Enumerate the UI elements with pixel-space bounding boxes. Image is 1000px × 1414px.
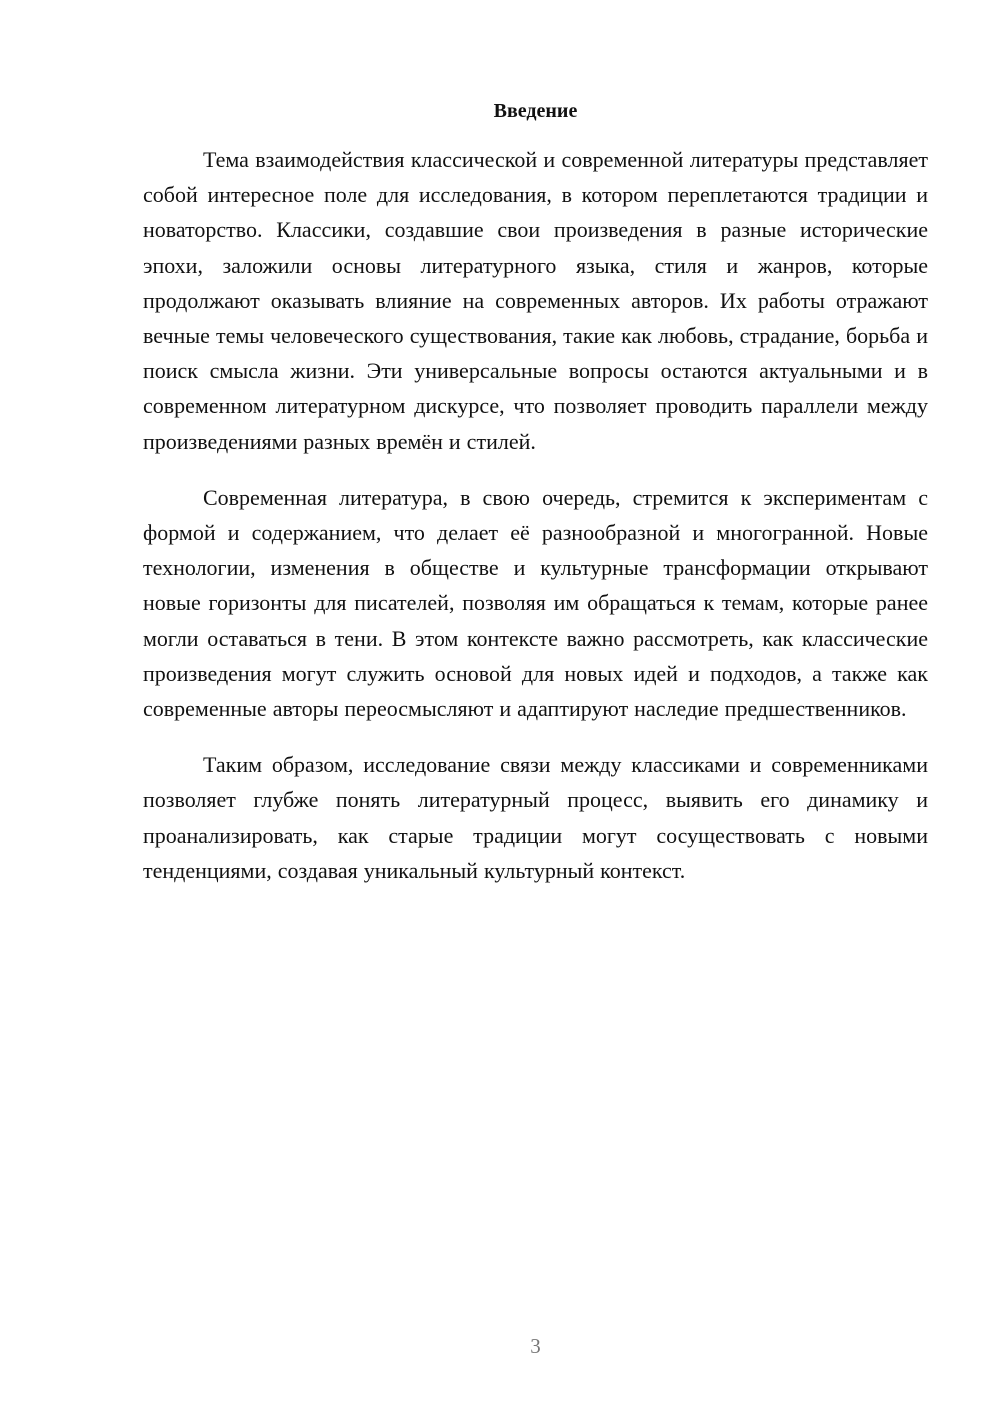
paragraph-3: Таким образом, исследование связи между классиками и современниками позволяет глубже понять литературный процесс, выявить его динамику и проанализировать, как старые традиции могут сосуществовать с новыми тенденциями, создавая уникальный культурный контекст.	[143, 752, 928, 883]
section-title: Введение	[493, 100, 578, 122]
page-number: 3	[530, 1334, 541, 1358]
body-text	[143, 142, 928, 909]
paragraph-2: Современная литература, в свою очередь, стремится к экспериментам с формой и содержанием, что делает её разнообразной и многогранной. Новые технологии, изменения в обществе и культурные трансформации открывают новые горизонты для писателей, позволяя им обращаться к темам, которые ранее могли оставаться в тени. В этом контексте важно рассмотреть, как классические произведения могут служить основой для новых идей и подходов, а также как современные авторы переосмысляют и адаптируют наследие предшественников.	[143, 484, 928, 722]
paragraph-1: Тема взаимодействия классической и современной литературы представляет собой интересное поле для исследования, в котором переплетаются традиции и новаторство. Классики, создавшие свои произведения в разные исторические эпохи, заложили основы литературного языка, стиля и жанров, которые продолжают оказывать влияние на современных авторов. Их работы отражают вечные темы человеческого существования, такие как любовь, страдание, борьба и поиск смысла жизни. Эти универсальные вопросы остаются актуальными и в современном литературном дискурсе, что позволяет проводить параллели между произведениями разных времён и стилей.	[143, 147, 928, 454]
